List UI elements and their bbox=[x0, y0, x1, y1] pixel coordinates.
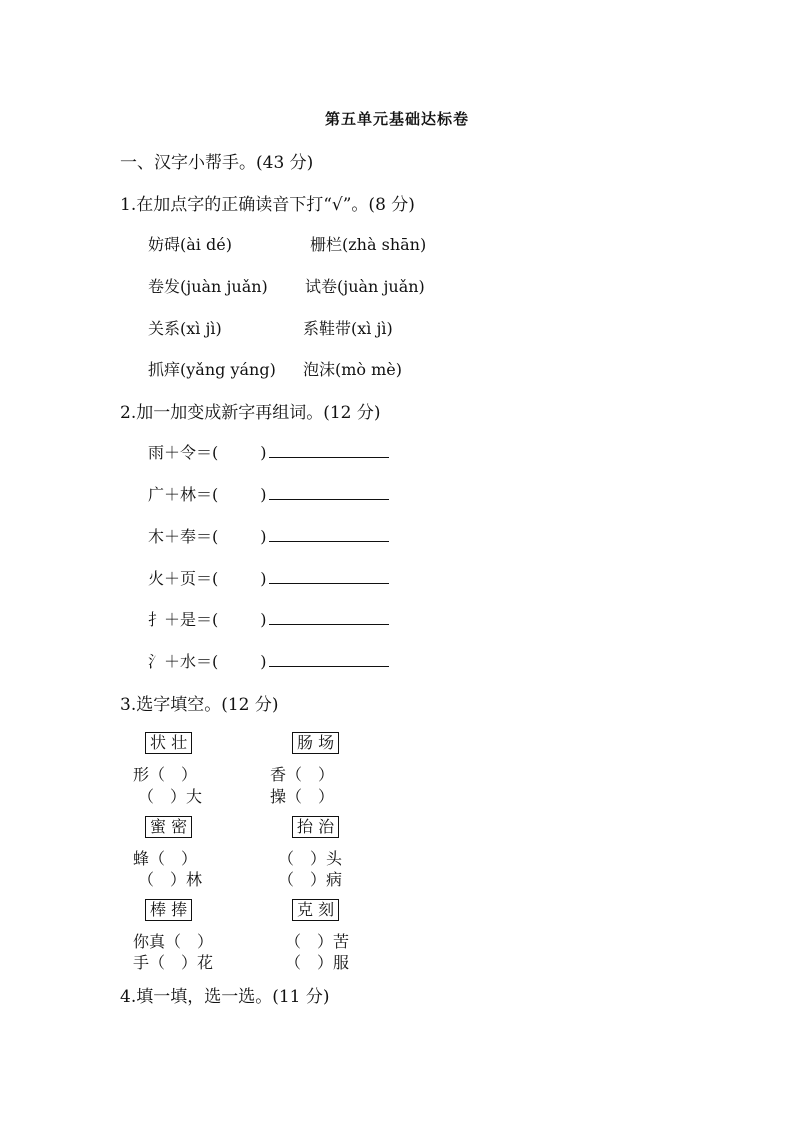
q3-option: （ ）病 bbox=[278, 870, 343, 889]
q1-item: 关系(xì jì) bbox=[148, 319, 222, 338]
q3-option: （ ）大 bbox=[138, 787, 203, 806]
q2-row: 雨＋令＝( ) bbox=[148, 440, 389, 463]
q3-char-box: 蜜 密 bbox=[145, 816, 192, 838]
q1-item: 妨碍(ài dé) bbox=[148, 235, 232, 254]
answer-blank[interactable] bbox=[269, 485, 389, 500]
q3-char-box: 克 刻 bbox=[292, 899, 339, 921]
q2-row: 扌＋是＝( ) bbox=[148, 607, 389, 630]
question-3-heading: 3.选字填空。(12 分) bbox=[120, 695, 279, 715]
q1-item: 抓痒(yǎng yáng) bbox=[148, 360, 276, 379]
q3-option: 你真（ ） bbox=[133, 932, 214, 951]
answer-blank[interactable] bbox=[269, 610, 389, 625]
q3-option: 操（ ） bbox=[270, 787, 335, 806]
q2-expression: 扌＋是＝( bbox=[148, 610, 219, 629]
answer-blank[interactable] bbox=[269, 569, 389, 584]
q3-char-box: 抬 治 bbox=[292, 816, 339, 838]
q2-expression: 木＋奉＝( bbox=[148, 527, 219, 546]
question-1-heading: 1.在加点字的正确读音下打“√”。(8 分) bbox=[120, 195, 415, 215]
q1-item: 系鞋带(xì jì) bbox=[303, 319, 393, 338]
section-1-heading: 一、汉字小帮手。(43 分) bbox=[120, 153, 314, 173]
q2-row: 火＋页＝( ) bbox=[148, 566, 389, 589]
q1-item: 试卷(juàn juǎn) bbox=[305, 277, 425, 296]
q3-option: 形（ ） bbox=[133, 765, 198, 784]
q3-option: （ ）苦 bbox=[285, 932, 350, 951]
q2-row: 氵＋水＝( ) bbox=[148, 649, 389, 672]
question-2-heading: 2.加一加变成新字再组词。(12 分) bbox=[120, 403, 381, 423]
q1-item: 泡沫(mò mè) bbox=[303, 360, 403, 379]
q3-option: （ ）头 bbox=[278, 849, 343, 868]
answer-blank[interactable] bbox=[269, 527, 389, 542]
q2-row: 木＋奉＝( ) bbox=[148, 524, 389, 547]
q3-option: 手（ ）花 bbox=[133, 953, 214, 972]
question-4-heading: 4.填一填，选一选。(11 分) bbox=[120, 987, 330, 1007]
page-title: 第五单元基础达标卷 bbox=[324, 110, 469, 128]
q2-expression: 广＋林＝( bbox=[148, 485, 219, 504]
q3-char-box: 状 壮 bbox=[145, 732, 192, 754]
q3-option: （ ）服 bbox=[285, 953, 350, 972]
q3-option: 香（ ） bbox=[270, 765, 335, 784]
q1-item: 栅栏(zhà shān) bbox=[310, 235, 427, 254]
q3-char-box: 棒 捧 bbox=[145, 899, 192, 921]
q2-expression: 火＋页＝( bbox=[148, 569, 219, 588]
q1-item: 卷发(juàn juǎn) bbox=[148, 277, 268, 296]
answer-blank[interactable] bbox=[269, 443, 389, 458]
q2-expression: 雨＋令＝( bbox=[148, 443, 219, 462]
q3-option: （ ）林 bbox=[138, 870, 203, 889]
q2-expression: 氵＋水＝( bbox=[148, 652, 219, 671]
answer-blank[interactable] bbox=[269, 652, 389, 667]
q3-option: 蜂（ ） bbox=[133, 849, 198, 868]
q2-row: 广＋林＝( ) bbox=[148, 482, 389, 505]
q3-char-box: 肠 场 bbox=[292, 732, 339, 754]
